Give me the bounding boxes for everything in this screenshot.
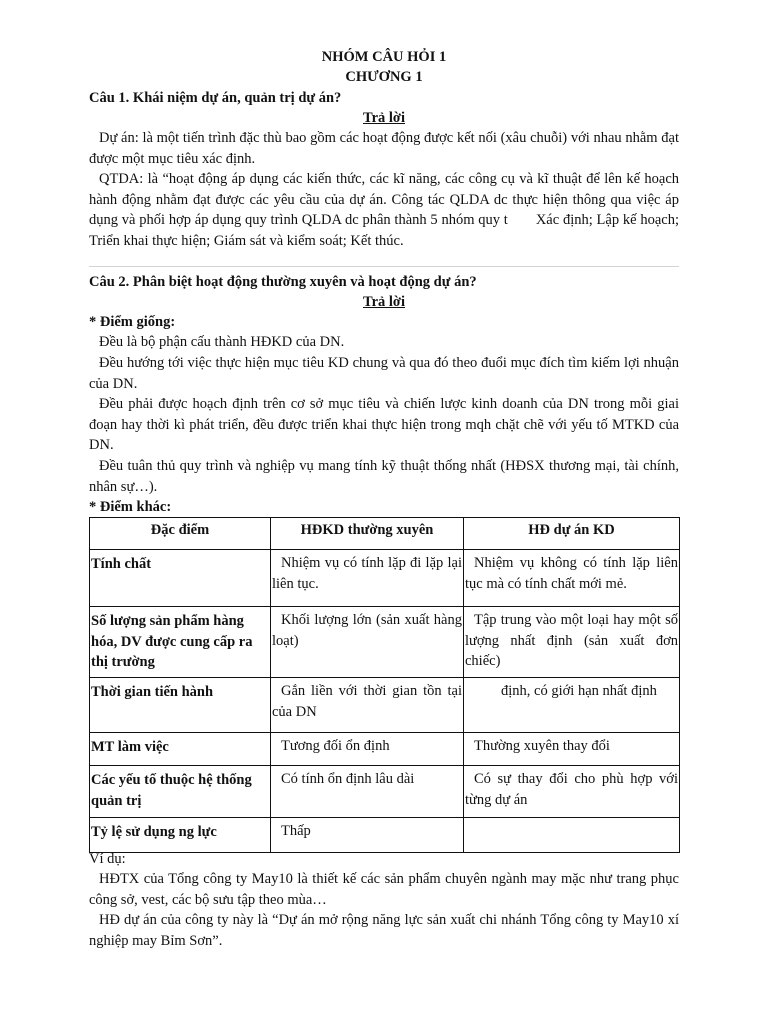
table-cell-criterion: Số lượng sản phẩm hàng hóa, DV được cung cấp ra thị trường <box>90 607 271 678</box>
table-cell-criterion: MT làm việc <box>90 733 271 766</box>
table-row <box>90 550 680 607</box>
table-cell-project: Có sự thay đổi cho phù hợp với từng dự án <box>464 766 680 818</box>
table-cell-criterion: Thời gian tiến hành <box>90 678 271 733</box>
table-cell-routine: Có tính ổn định lâu dài <box>271 766 464 818</box>
table-row <box>90 818 680 853</box>
q1-paragraph-qtda <box>89 169 679 251</box>
table-cell-project: Thường xuyên thay đổi <box>464 733 680 766</box>
table-cell-project: định, có giới hạn nhất định <box>464 678 680 733</box>
table-cell-criterion: Tính chất <box>90 550 271 607</box>
table-cell-routine: Gắn liền với thời gian tồn tại của DN <box>271 678 464 733</box>
comparison-table <box>89 517 680 853</box>
similarity-item: Đều phải được hoạch định trên cơ sở mục tiêu và chiến lược kinh doanh của DN trong mỗi giai đoạn hay thời kì phát triển, đều được triển khai thực hiện trong mqh chặt chẽ với yếu tố MTKD của DN. <box>89 396 679 453</box>
table-cell-routine: Nhiệm vụ có tính lặp đi lặp lại liên tục. <box>271 550 464 607</box>
table-cell-routine: Tương đối ổn định <box>271 733 464 766</box>
similarity-item: Đều tuân thủ quy trình và nghiệp vụ mang tính kỹ thuật thống nhất (HĐSX thương mại, tài chính, nhân sự…). <box>89 458 679 495</box>
question-1: Câu 1. Khái niệm dự án, quản trị dự án? <box>89 90 342 106</box>
similarities-heading: * Điểm giống: <box>89 314 176 330</box>
table-header-row <box>90 518 680 550</box>
table-cell-routine: Khối lượng lớn (sản xuất hàng loạt) <box>271 607 464 678</box>
example-item: HĐ dự án của công ty này là “Dự án mở rộng năng lực sản xuất chi nhánh Tổng công ty May10 xí nghiệp may Bỉm Sơn”. <box>89 912 679 949</box>
example-label: Ví dụ: <box>89 851 126 867</box>
table-header-cell: Đặc điểm <box>90 518 271 550</box>
table-cell-project: Nhiệm vụ không có tính lặp liên tục mà có tính chất mới mẻ. <box>464 550 680 607</box>
chapter-title: CHƯƠNG 1 <box>345 69 423 85</box>
group-title: NHÓM CÂU HỎI 1 <box>321 49 447 65</box>
table-row <box>90 733 680 766</box>
example-item: HĐTX của Tổng công ty May10 là thiết kế các sản phẩm chuyên ngành may mặc như trang phục công sở, vest, các bộ sưu tập theo mùa… <box>89 871 679 908</box>
table-row <box>90 678 680 733</box>
table-cell-criterion: Các yếu tố thuộc hệ thống quản trị <box>90 766 271 818</box>
table-cell-criterion: Tỷ lệ sử dụng ng lực <box>90 818 271 853</box>
similarity-item: Đều là bộ phận cấu thành HĐKD của DN. <box>99 334 345 350</box>
table-header-cell: HĐ dự án KD <box>464 518 680 550</box>
table-row <box>90 766 680 818</box>
q1-paragraph-qtda-part1: QTDA: là “hoạt động áp dụng các kiến thức, các kĩ năng, các công cụ và kĩ thuật để lên kế hoạch hành động nhằm đạt được các yêu cầu của dự án. Công tác QLDA dc thực hiện thông qua việc áp dụng và phối hợp áp dụng quy trình QLDA dc phân thành 5 nhóm quy t <box>89 171 679 228</box>
q1-paragraph-qtda-part2: Xác định; Lập kế hoạch; Triển khai thực hiện; Giám sát và kiểm soát; Kết thúc. <box>89 212 679 249</box>
table-row <box>90 607 680 678</box>
question-2: Câu 2. Phân biệt hoạt động thường xuyên và hoạt động dự án? <box>89 274 477 290</box>
q1-answer-label: Trả lời <box>363 110 405 126</box>
q2-answer-label: Trả lời <box>363 294 405 310</box>
table-header-cell: HĐKD thường xuyên <box>271 518 464 550</box>
differences-heading: * Điểm khác: <box>89 499 172 515</box>
similarity-item: Đều hướng tới việc thực hiện mục tiêu KD chung và qua đó theo đuổi mục đích tìm kiếm lợi nhuận của DN. <box>89 355 679 392</box>
table-cell-project: Tập trung vào một loại hay một số lượng nhất định (sản xuất đơn chiếc) <box>464 607 680 678</box>
section-divider <box>89 266 679 267</box>
table-cell-routine: Thấp <box>271 818 464 853</box>
q1-paragraph-project: Dự án: là một tiến trình đặc thù bao gồm các hoạt động được kết nối (xâu chuỗi) với nhau nhằm đạt được một mục tiêu xác định. <box>89 130 679 167</box>
table-cell-project <box>464 818 680 853</box>
